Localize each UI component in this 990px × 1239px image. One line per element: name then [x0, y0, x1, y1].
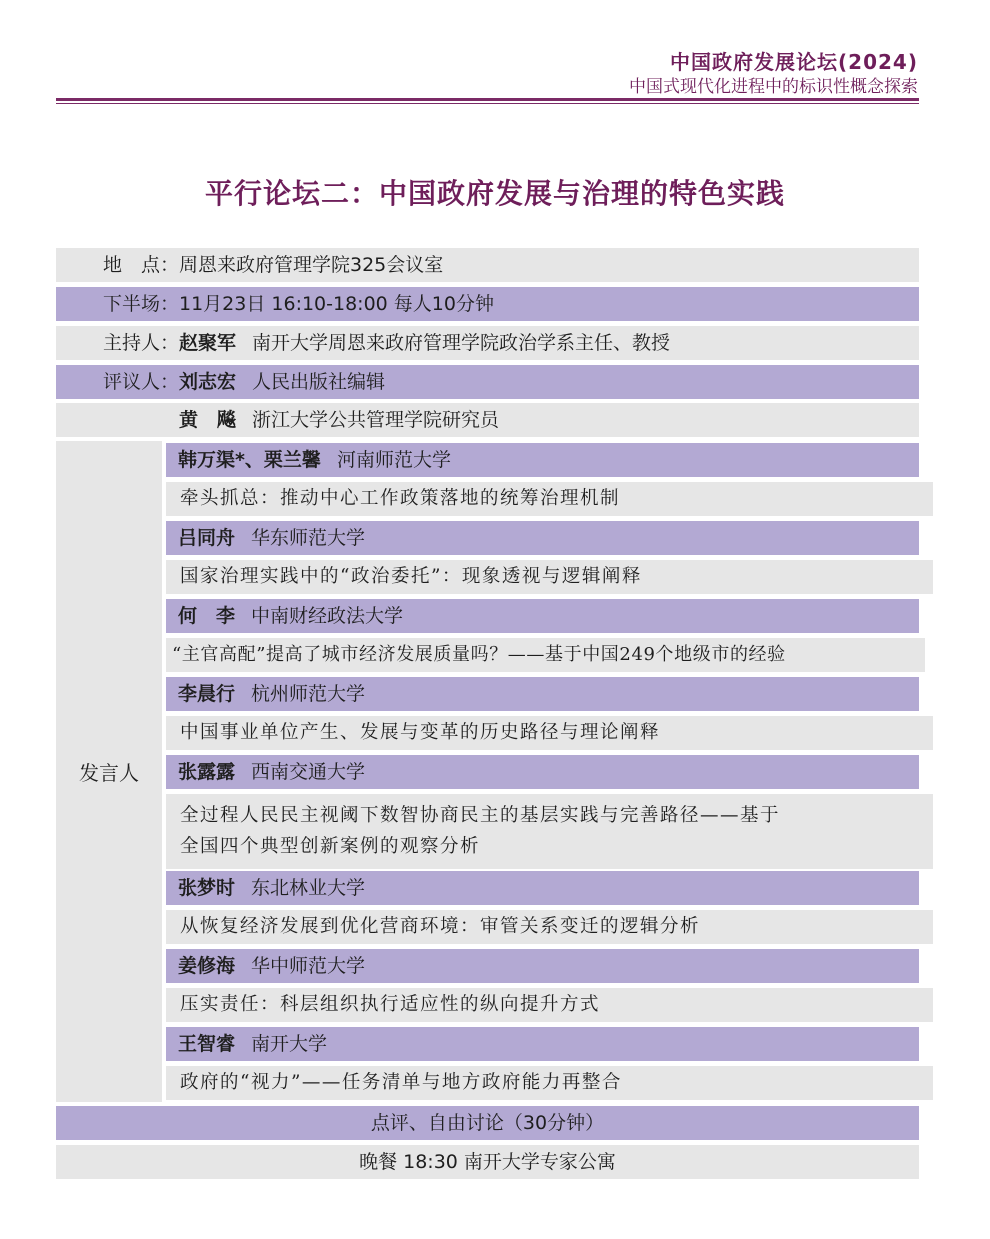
reviewer-row-2	[56, 403, 919, 437]
speakers-label-cell	[56, 441, 162, 1102]
paper-title: 国家治理实践中的“政治委托”：现象透视与逻辑阐释	[166, 560, 933, 594]
paper-title	[166, 794, 933, 869]
speaker-institution: 东北林业大学	[251, 877, 366, 899]
speaker-name: 韩万渠*、栗兰馨	[178, 449, 321, 471]
host-title: 南开大学周恩来政府管理学院政治学系主任、教授	[252, 332, 671, 354]
paper-title-line-2: 全国四个典型创新案例的观察分析	[180, 836, 481, 857]
header-rule-thick	[56, 98, 919, 101]
paper-title: “主官高配”提高了城市经济发展质量吗？——基于中国249个地级市的经验	[166, 638, 925, 672]
reviewer-title: 人民出版社编辑	[252, 371, 386, 393]
location-value: 周恩来政府管理学院325会议室	[179, 254, 444, 276]
speaker-institution: 南开大学	[251, 1033, 328, 1055]
host-name: 赵聚军	[179, 332, 237, 354]
paper-title: 牵头抓总：推动中心工作政策落地的统筹治理机制	[166, 482, 933, 516]
speaker-name: 吕同舟	[178, 527, 236, 549]
speaker-institution: 河南师范大学	[336, 449, 451, 471]
host-label: 主持人：	[102, 332, 179, 354]
paper-title: 中国事业单位产生、发展与变革的历史路径与理论阐释	[166, 716, 933, 750]
host-row	[56, 326, 919, 360]
paper-title: 政府的“视力”——任务清单与地方政府能力再整合	[166, 1066, 933, 1100]
page-title: 平行论坛二：中国政府发展与治理的特色实践	[204, 177, 785, 210]
session-label: 下半场：	[102, 293, 179, 315]
speaker-row	[166, 949, 919, 983]
reviewer-row	[56, 365, 919, 399]
paper-title: 从恢复经济发展到优化营商环境：审管关系变迁的逻辑分析	[166, 910, 933, 944]
session-row	[56, 287, 919, 321]
speaker-institution: 中南财经政法大学	[251, 605, 404, 627]
speaker-row	[166, 677, 919, 711]
reviewer-title: 浙江大学公共管理学院研究员	[252, 409, 500, 431]
dinner-row: 晚餐 18:30 南开大学专家公寓	[56, 1145, 919, 1179]
location-row	[56, 248, 919, 282]
speaker-name: 张露露	[178, 761, 236, 783]
speaker-row	[166, 443, 919, 477]
speakers-label: 发言人	[79, 761, 139, 785]
paper-title: 压实责任：科层组织执行适应性的纵向提升方式	[166, 988, 933, 1022]
speaker-institution: 西南交通大学	[251, 761, 366, 783]
speaker-name: 姜修海	[178, 955, 236, 977]
speaker-row	[166, 1027, 919, 1061]
speaker-name: 何 李	[178, 605, 236, 627]
speaker-institution: 华东师范大学	[251, 527, 366, 549]
paper-title-line-1: 全过程人民民主视阈下数智协商民主的基层实践与完善路径——基于	[180, 805, 781, 826]
speaker-name: 王智睿	[178, 1033, 236, 1055]
discussion-row: 点评、自由讨论（30分钟）	[56, 1106, 919, 1140]
speaker-row	[166, 755, 919, 789]
speaker-row	[166, 521, 919, 555]
speaker-institution: 华中师范大学	[251, 955, 366, 977]
reviewer-name: 刘志宏	[179, 371, 237, 393]
speaker-name: 李晨行	[178, 683, 236, 705]
speaker-institution: 杭州师范大学	[251, 683, 366, 705]
reviewer-label: 评议人：	[102, 371, 179, 393]
forum-subtitle: 中国式现代化进程中的标识性概念探索	[629, 77, 918, 97]
speaker-row	[166, 871, 919, 905]
session-value: 11月23日 16:10-18:00 每人10分钟	[179, 293, 494, 315]
header-rule-thin	[56, 103, 919, 104]
location-label: 地 点：	[102, 254, 179, 276]
forum-title: 中国政府发展论坛(2024)	[670, 50, 918, 74]
reviewer-name: 黄 飚	[179, 409, 237, 431]
speaker-name: 张梦时	[178, 877, 236, 899]
speaker-row	[166, 599, 919, 633]
